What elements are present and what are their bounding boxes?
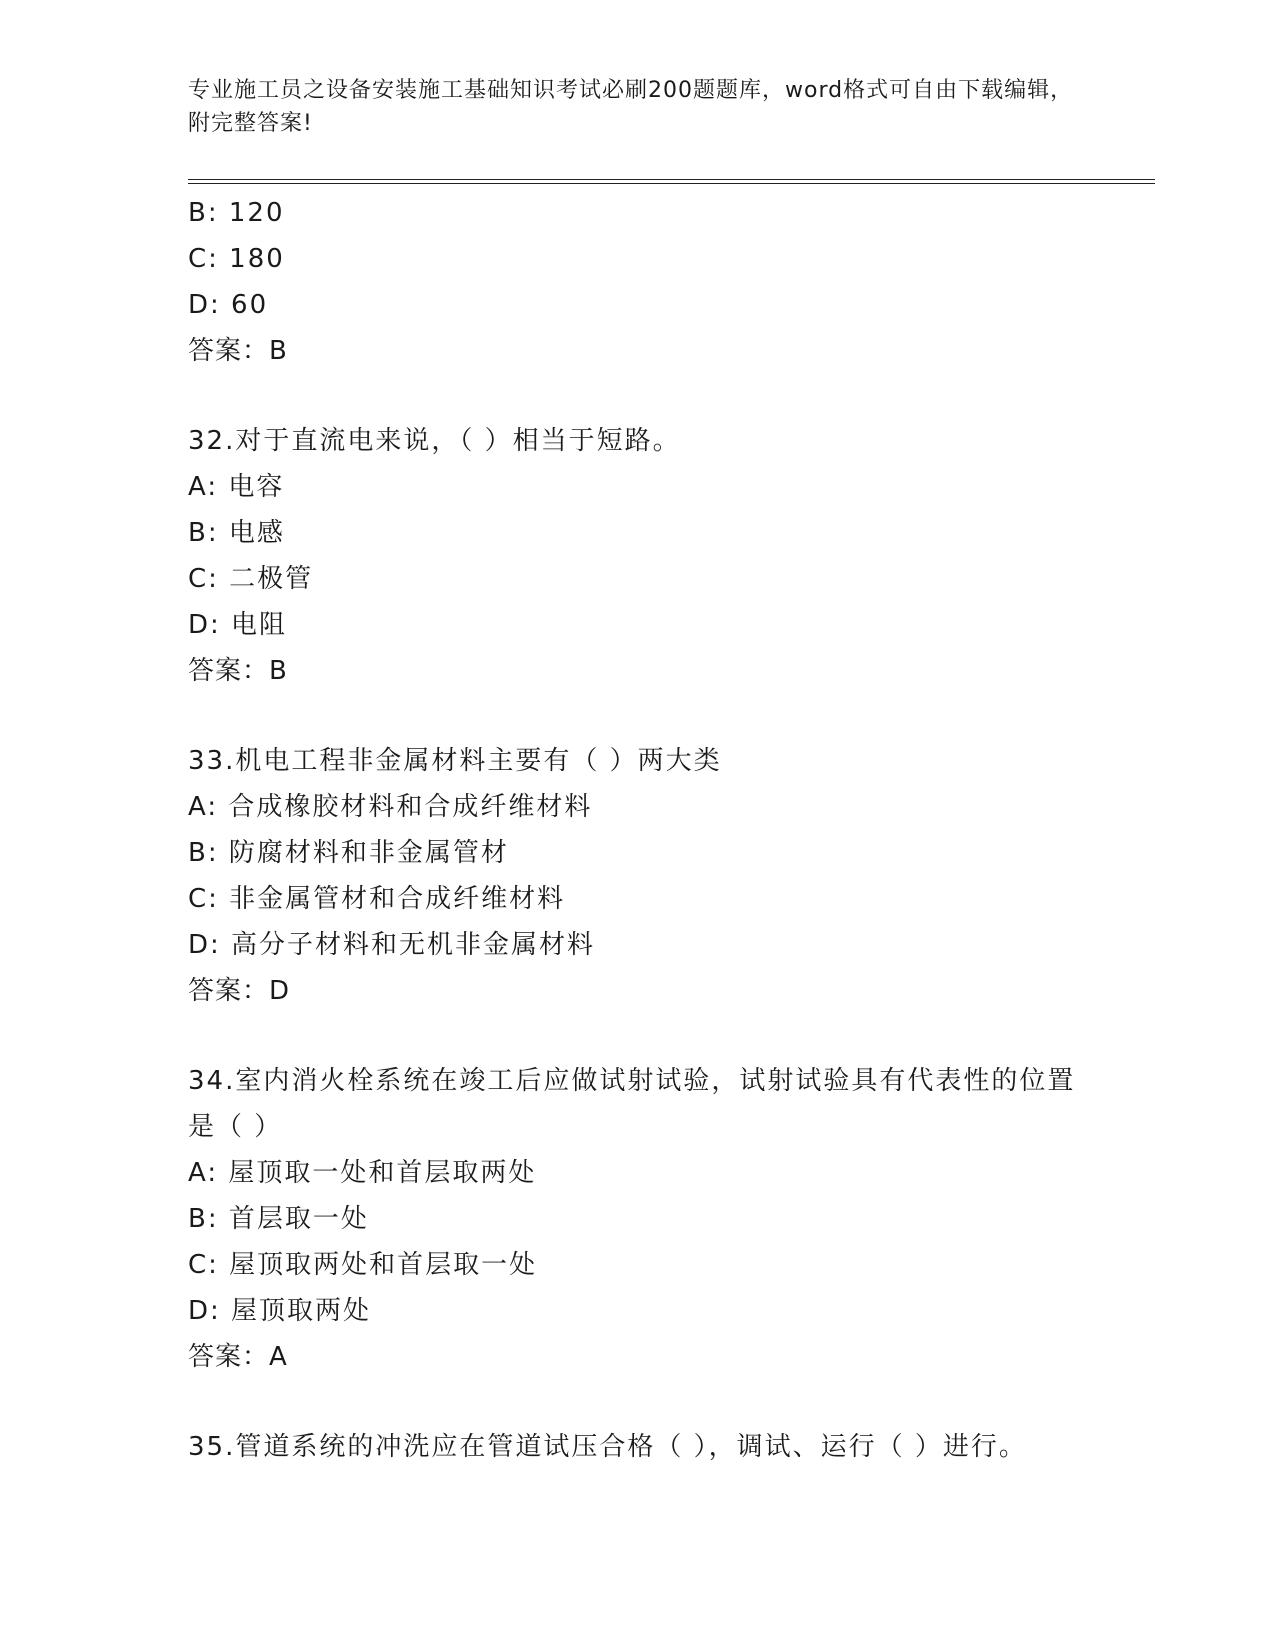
question-33 — [188, 738, 1148, 1014]
option-c: C: 二极管 — [188, 564, 314, 594]
answer-line: 答案：D — [188, 976, 291, 1006]
option-b: B: 120 — [188, 198, 285, 228]
answer-line: 答案：B — [188, 656, 288, 686]
option-d: D: 屋顶取两处 — [188, 1296, 372, 1326]
option-b: B: 电感 — [188, 518, 285, 548]
header-divider — [188, 179, 1155, 184]
question-text: 34.室内消火栓系统在竣工后应做试射试验，试射试验具有代表性的位置是（ ） — [188, 1066, 1076, 1142]
page-header — [188, 74, 1088, 140]
question-34 — [188, 1058, 1148, 1380]
option-b: B: 防腐材料和非金属管材 — [188, 838, 509, 868]
option-c: C: 180 — [188, 244, 285, 274]
option-c: C: 非金属管材和合成纤维材料 — [188, 884, 566, 914]
option-a: A: 电容 — [188, 472, 285, 502]
option-a: A: 合成橡胶材料和合成纤维材料 — [188, 792, 593, 822]
option-d: D: 电阻 — [188, 610, 288, 640]
question-list — [188, 190, 1148, 1470]
answer-line: 答案：B — [188, 336, 288, 366]
question-32 — [188, 418, 1148, 694]
option-c: C: 屋顶取两处和首层取一处 — [188, 1250, 538, 1280]
question-35 — [188, 1424, 1148, 1470]
partial-question — [188, 190, 1148, 374]
option-b: B: 首层取一处 — [188, 1204, 369, 1234]
option-d: D: 高分子材料和无机非金属材料 — [188, 930, 596, 960]
option-a: A: 屋顶取一处和首层取两处 — [188, 1158, 537, 1188]
answer-line: 答案：A — [188, 1342, 288, 1372]
question-text: 33.机电工程非金属材料主要有（ ）两大类 — [188, 746, 722, 776]
document-title: 专业施工员之设备安装施工基础知识考试必刷200题题库，word格式可自由下载编辑，附完整答案! — [188, 78, 1074, 136]
option-d: D: 60 — [188, 290, 269, 320]
question-text: 35.管道系统的冲洗应在管道试压合格（ ），调试、运行（ ）进行。 — [188, 1432, 1027, 1462]
question-text: 32.对于直流电来说，（ ）相当于短路。 — [188, 426, 681, 456]
